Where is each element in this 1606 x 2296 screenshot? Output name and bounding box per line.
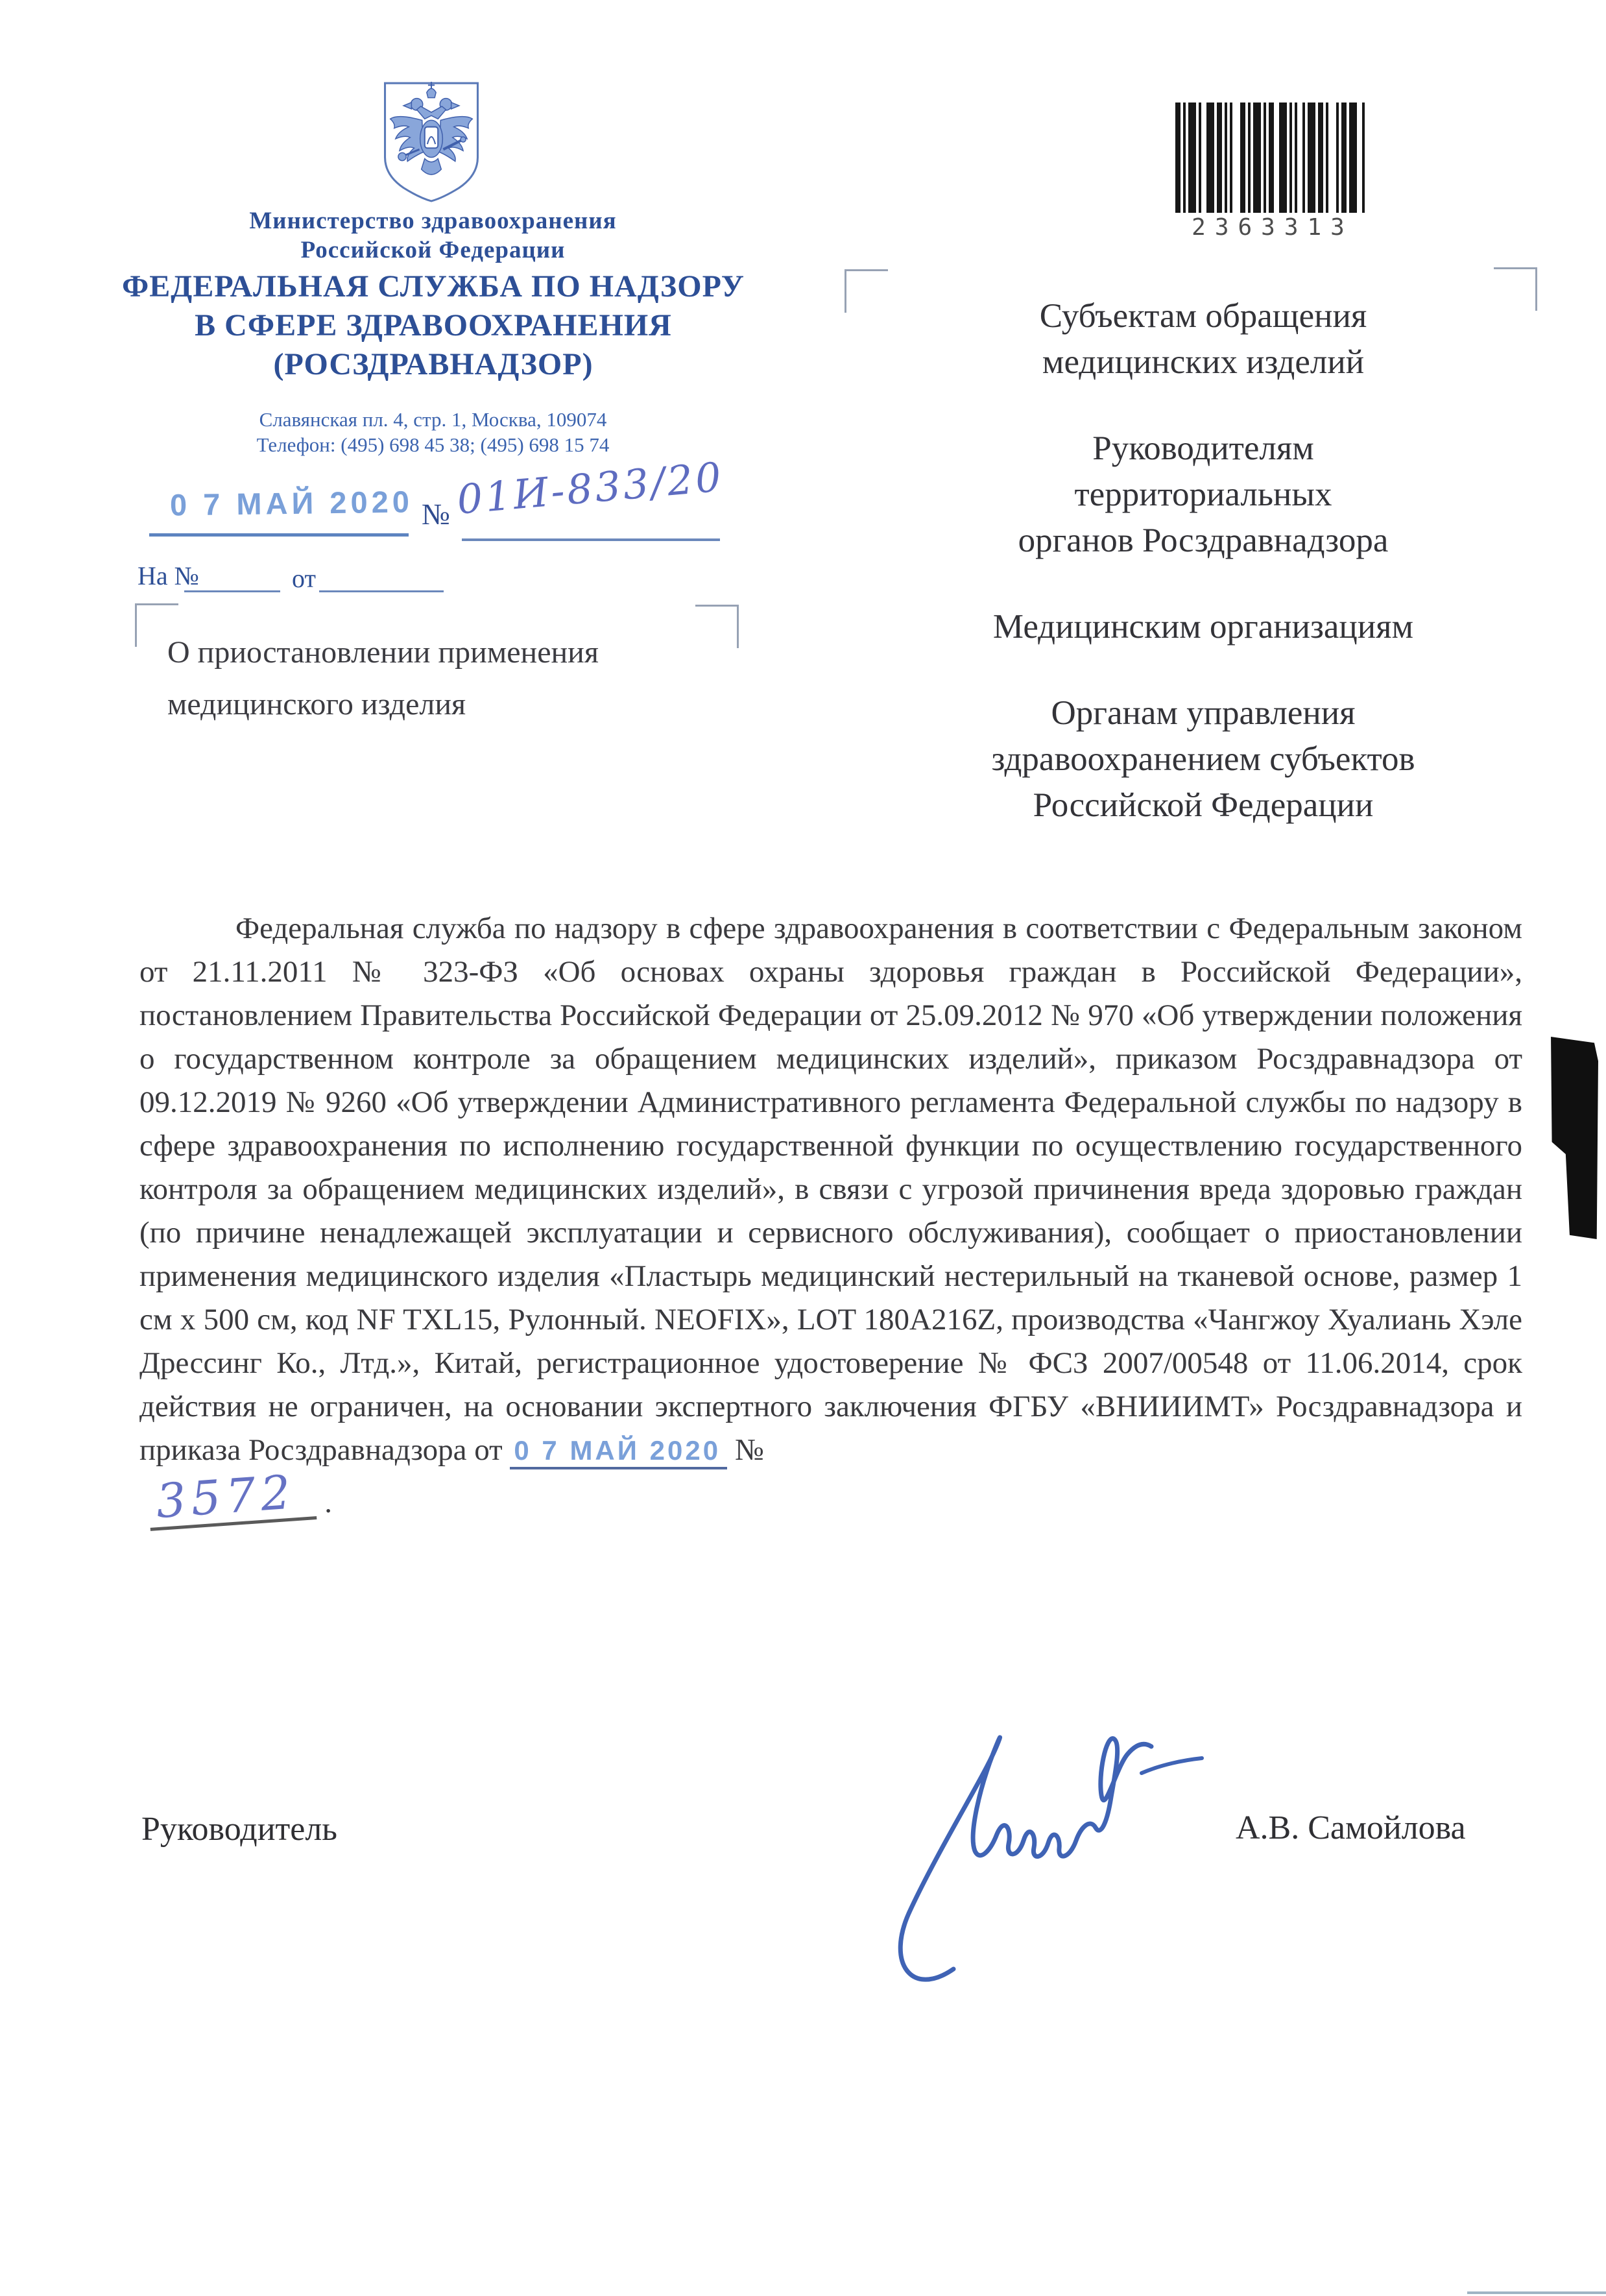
reply-ref-blank — [184, 590, 280, 592]
recipient-line: территориальных — [1074, 476, 1332, 513]
handwritten-order-number-line — [149, 1464, 1522, 1529]
scan-artifact-bottom-line — [1467, 2291, 1606, 2294]
inline-date-stamp: 0 7 МАЙ 2020 — [510, 1435, 727, 1469]
service-name — [122, 267, 745, 384]
subject-line1: О приостановлении применения — [167, 635, 599, 670]
ministry-line2: Российской Федерации — [300, 237, 566, 263]
body-paragraph — [139, 907, 1522, 1472]
recipient-group — [879, 690, 1528, 828]
barcode-number: 2363313 — [1192, 214, 1354, 241]
service-line1: ФЕДЕРАЛЬНАЯ СЛУЖБА ПО НАДЗОРУ — [122, 269, 745, 304]
reply-from-blank — [319, 590, 444, 592]
signer-title: Руководитель — [141, 1811, 337, 1848]
letterhead-phone: Телефон: (495) 698 45 38; (495) 698 15 74 — [256, 433, 610, 456]
letter-subject — [167, 627, 751, 731]
ministry-line1: Министерство здравоохранения — [249, 208, 617, 234]
letterhead-contacts — [139, 407, 726, 457]
barcode — [1175, 103, 1370, 241]
reply-ref-label: На № — [138, 561, 199, 590]
reply-from-label: от — [292, 564, 316, 593]
letterhead-address: Славянская пл. 4, стр. 1, Москва, 109074 — [259, 408, 607, 431]
recipient-line: здравоохранением субъектов — [991, 740, 1415, 778]
subject-line2: медицинского изделия — [167, 687, 466, 721]
letter-body — [139, 907, 1522, 1529]
recipient-line: Медицинским организациям — [992, 608, 1414, 646]
service-line3: (РОСЗДРАВНАДЗОР) — [273, 347, 593, 381]
recipient-line: медицинских изделий — [1042, 343, 1365, 381]
handwritten-outgoing-number: 01И-833/20 — [455, 453, 726, 524]
recipient-line: органов Росздравнадзора — [1018, 522, 1389, 559]
inline-number-label: № — [734, 1433, 764, 1467]
recipient-line: Субъектам обращения — [1039, 297, 1367, 335]
barcode-bars — [1175, 103, 1370, 213]
date-stamp: 0 7 МАЙ 2020 — [169, 484, 414, 522]
scan-artifact-black-bar — [1549, 1037, 1598, 1239]
signature-handwriting — [814, 1664, 1242, 2001]
sentence-period: . — [324, 1486, 332, 1519]
coat-of-arms-icon — [378, 78, 485, 204]
handwritten-order-number: 3572 — [147, 1469, 317, 1531]
recipient-group — [879, 604, 1528, 650]
recipient-group — [879, 426, 1528, 564]
number-underline — [462, 538, 720, 541]
number-label: № — [422, 498, 450, 531]
signer-name: А.В. Самойлова — [1236, 1809, 1466, 1846]
recipients-block — [879, 293, 1528, 869]
recipient-group — [879, 293, 1528, 385]
recipient-line: Российской Федерации — [1033, 786, 1374, 824]
service-line2: В СФЕРЕ ЗДРАВООХРАНЕНИЯ — [195, 308, 672, 343]
recipient-line: Руководителям — [1092, 429, 1314, 467]
recipient-line: Органам управления — [1051, 694, 1356, 732]
body-paragraph-text: Федеральная служба по надзору в сфере здравоохранения в соответствии с Федеральным законом от 21.11.2011 № 323-ФЗ «Об основах охраны здоровья граждан в Российской Федерации», постановлением Правительства Российской Федерации от 25.09.2012 № 970 «Об утверждении положения о государственном контроле за обращением медицинских изделий», приказом Росздравнадзора от 09.12.2019 № 9260 «Об утверждении Административного регламента Федеральной службы по надзору в сфере здравоохранения по исполнению государственной функции по осуществлению государственного контроля за обращением медицинских изделий», в связи с угрозой причинения вреда здоровью граждан (по причине ненадлежащей эксплуатации и сервисного обслуживания), сообщает о приостановлении применения медицинского изделия «Пластырь медицинский нестерильный на тканевой основе, размер 1 см х 500 см, код NF TXL15, Рулонный. NEOFIX», LOT 180A216Z, производства «Чангжоу Хуалиань Хэле Дрессинг Ко., Лтд.», Китай, регистрационное удостоверение № ФСЗ 2007/00548 от 11.06.2014, срок действия не ограничен, на основании экспертного заключения ФГБУ «ВНИИИМТ» Росздравнадзора и приказа Росздравнадзора от — [139, 912, 1522, 1467]
date-underline — [149, 533, 409, 537]
ministry-name — [139, 206, 726, 265]
